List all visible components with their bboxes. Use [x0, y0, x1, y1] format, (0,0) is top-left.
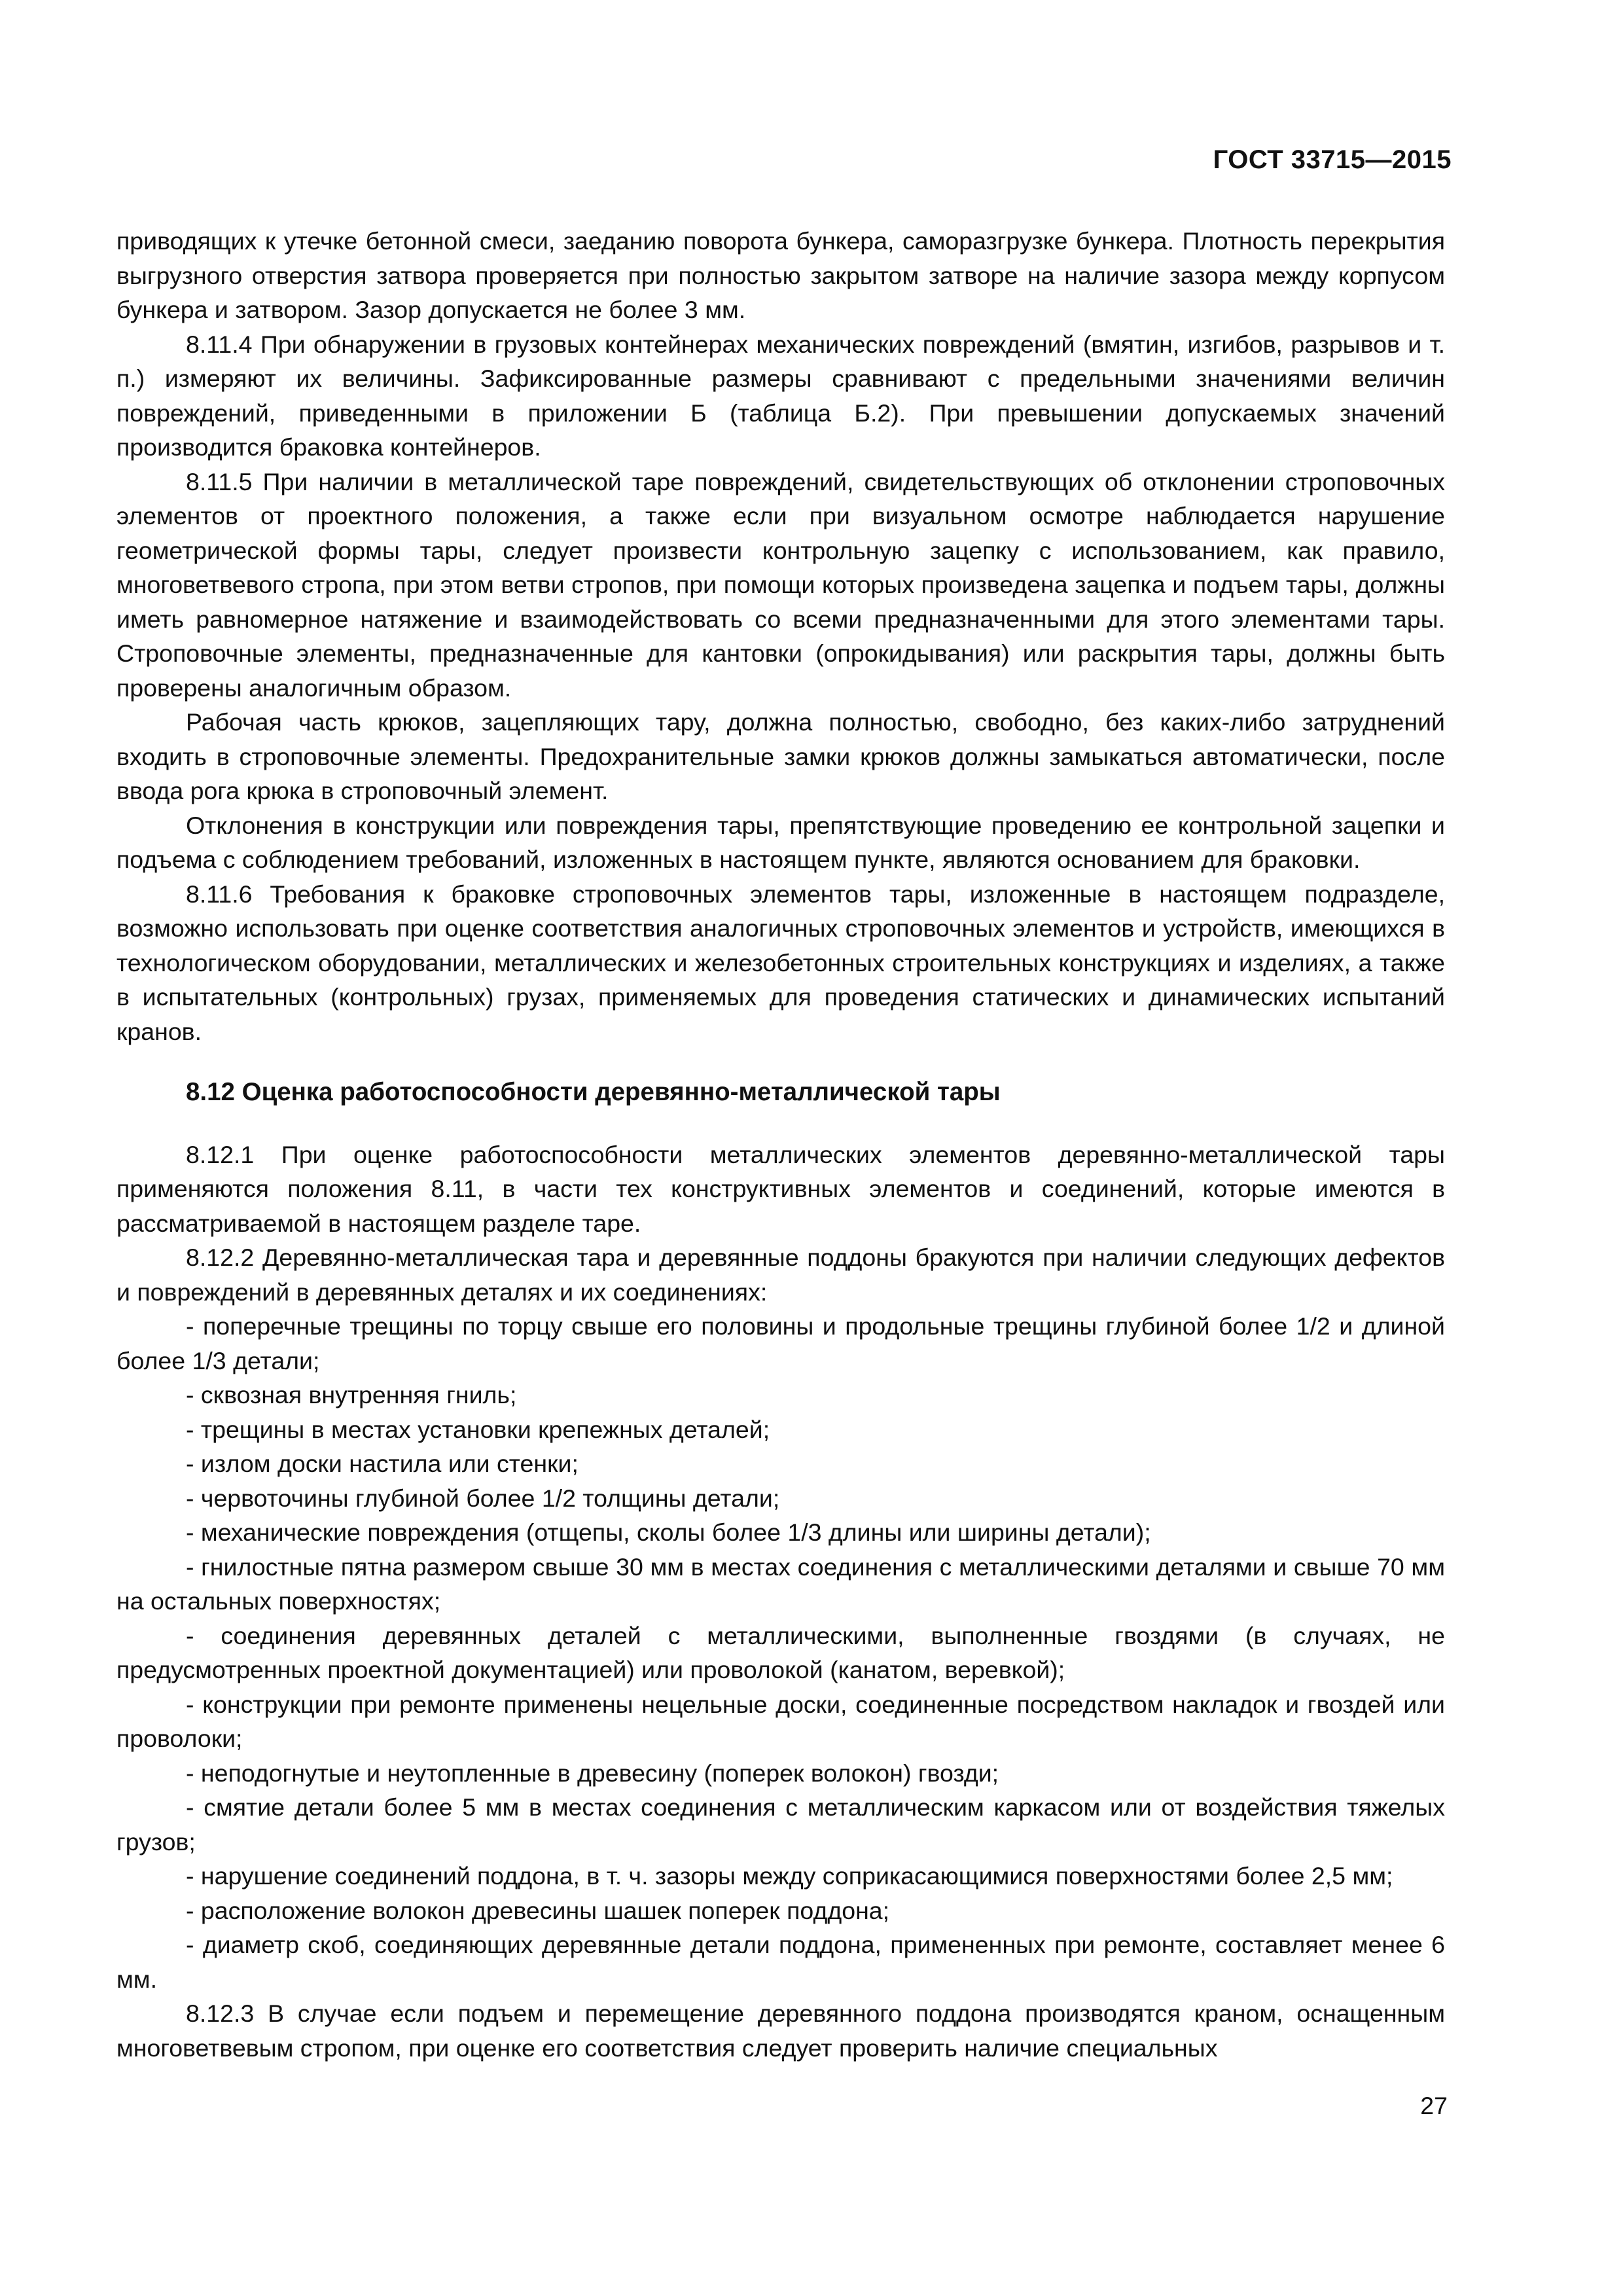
- paragraph-hooks: Рабочая часть крюков, зацепляющих тару, должна полностью, свободно, без каких-либо затруднений входить в строповочные элементы. Предохранительные замки крюков должны замыкаться автоматически, после ввода рога крюка в строповочный элемент.: [116, 708, 1445, 804]
- paragraph-8-11-4: 8.11.4 При обнаружении в грузовых контейнерах механических повреждений (вмятин, изгибов, разрывов и т. п.) измеряют их величины. Зафиксированные размеры сравнивают с предельными значениями величин повреждений, приведенными в приложении Б (таблица Б.2). При превышении допускаемых значений производится браковка контейнеров.: [116, 330, 1445, 461]
- list-item-defect: - нарушение соединений поддона, в т. ч. зазоры между соприкасающимися поверхностями более 2,5 мм;: [186, 1862, 1393, 1890]
- list-item-defect: - механические повреждения (отщепы, сколы более 1/3 длины или ширины детали);: [186, 1518, 1151, 1547]
- paragraph-8-12-3: 8.12.3 В случае если подъем и перемещение деревянного поддона производятся краном, оснащенным многоветвевым стропом, при оценке его соответствия следует проверить наличие специальных: [116, 2000, 1445, 2062]
- page-number: 27: [1420, 2092, 1448, 2119]
- list-item-defect: - трещины в местах установки крепежных деталей;: [186, 1415, 770, 1443]
- paragraph-8-11-6: 8.11.6 Требования к браковке строповочных элементов тары, изложенные в настоящем подразделе, возможно использовать при оценке соответствия аналогичных строповочных элементов и устройств, имеющихся в технологическом оборудовании, металлических и железобетонных строительных конструкциях и изделиях, а также в испытательных (контрольных) грузах, применяемых для проведения статических и динамических испытаний кранов.: [116, 880, 1445, 1045]
- list-item-defect: - сквозная внутренняя гниль;: [186, 1381, 517, 1409]
- list-item-defect: - червоточины глубиной более 1/2 толщины детали;: [186, 1484, 780, 1512]
- paragraph-8-11-5: 8.11.5 При наличии в металлической таре повреждений, свидетельствующих об отклонении строповочных элементов от проектного положения, а также если при визуальном осмотре наблюдается нарушение геометрической формы тары, следует произвести контрольную зацепку с использованием, как правило, многоветвевого стропа, при этом ветви стропов, при помощи которых произведена зацепка и подъем тары, должны иметь равномерное натяжение и взаимодействовать со всеми предназначенными для этого элементами тары. Строповочные элементы, предназначенные для кантовки (опрокидывания) или раскрытия тары, должны быть проверены аналогичным образом.: [116, 467, 1445, 702]
- section-title-8-12: 8.12 Оценка работоспособности деревянно-металлической тары: [186, 1078, 1001, 1106]
- list-item-defect: - диаметр скоб, соединяющих деревянные детали поддона, примененных при ремонте, составляет менее 6 мм.: [116, 1931, 1445, 1993]
- list-item-defect: - конструкции при ремонте применены нецельные доски, соединенные посредством накладок и гвоздей или проволоки;: [116, 1690, 1445, 1753]
- paragraph-deviations: Отклонения в конструкции или повреждения тары, препятствующие проведению ее контрольной зацепки и подъема с соблюдением требований, изложенных в настоящем пункте, являются основанием для браковки.: [116, 811, 1445, 873]
- paragraph-8-12-2: 8.12.2 Деревянно-металлическая тара и деревянные поддоны бракуются при наличии следующих дефектов и повреждений в деревянных деталях и их соединениях:: [116, 1244, 1445, 1306]
- list-item-defect: - соединения деревянных деталей с металлическими, выполненные гвоздями (в случаях, не предусмотренных проектной документацией) или проволокой (канатом, веревкой);: [116, 1621, 1445, 1684]
- list-item-defect: - неподогнутые и неутопленные в древесину (поперек волокон) гвозди;: [186, 1759, 999, 1787]
- document-body: [116, 224, 1445, 2065]
- paragraph-continuation: приводящих к утечке бетонной смеси, заеданию поворота бункера, саморазгрузке бункера. Плотность перекрытия выгрузного отверстия затвора проверяется при полностью закрытом затворе на наличие зазора между корпусом бункера и затвором. Зазор допускается не более 3 мм.: [116, 227, 1445, 323]
- list-item-defect: - излом доски настила или стенки;: [186, 1450, 579, 1478]
- document-header-standard: ГОСТ 33715—2015: [1213, 145, 1452, 174]
- list-item-defect: - гнилостные пятна размером свыше 30 мм в местах соединения с металлическими деталями и свыше 70 мм на остальных поверхностях;: [116, 1552, 1445, 1615]
- list-item-defect: - поперечные трещины по торцу свыше его половины и продольные трещины глубиной более 1/2 и длиной более 1/3 детали;: [116, 1312, 1445, 1374]
- paragraph-8-12-1: 8.12.1 При оценке работоспособности металлических элементов деревянно-металлической тары применяются положения 8.11, в части тех конструктивных элементов и соединений, которые имеются в рассматриваемой в настоящем разделе таре.: [116, 1140, 1445, 1237]
- list-item-defect: - смятие детали более 5 мм в местах соединения с металлическим каркасом или от воздействия тяжелых грузов;: [116, 1793, 1445, 1856]
- list-item-defect: - расположение волокон древесины шашек поперек поддона;: [186, 1896, 890, 1924]
